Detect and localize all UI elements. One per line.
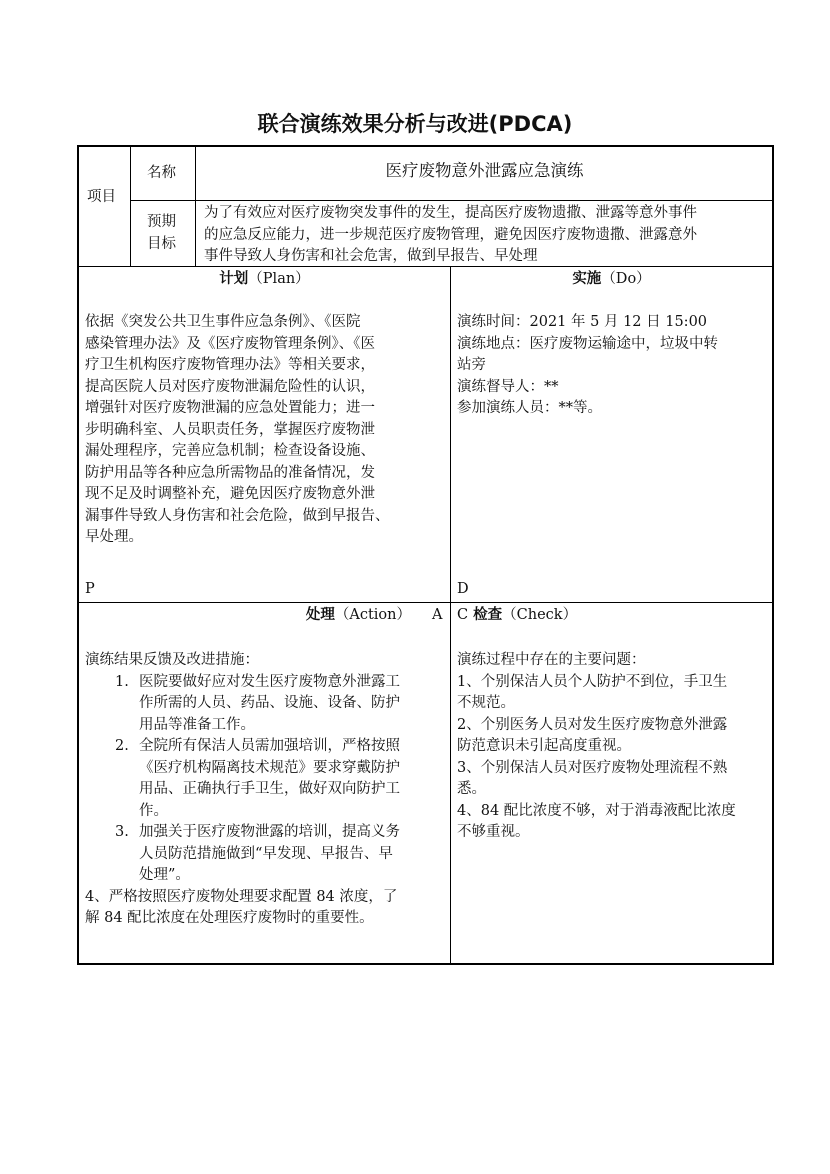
plan-marker: P [85, 581, 95, 597]
goal-label: 预期 目标 [147, 214, 176, 252]
action-intro: 演练结果反馈及改进措施： [85, 652, 259, 668]
check-body: 演练过程中存在的主要问题： 1、个别保洁人员个人防护不到位，手卫生 不规范。 2、个别医务人员对发生医疗废物意外泄露 防范意识未引起高度重视。 3、个别保洁人员对医疗废物处理流程不熟 悉。 4、84 配比浓度不够，对于消毒液配比浓度 不够重视。 [457, 650, 771, 844]
table-border [77, 145, 79, 965]
table-divider [450, 266, 451, 965]
goal-line: 的应急反应能力，进一步规范医疗废物管理，避免因医疗废物遗撒、泄露意外 [204, 226, 697, 243]
list-item: 2. 全院所有保洁人员需加强培训，严格按照 《医疗机构隔离技术规范》要求穿戴防护 用品、正确执行手卫生，做好双向防护工 作。 [115, 738, 400, 819]
plan-header: 计划（Plan） [219, 271, 310, 287]
do-header: 实施（Do） [572, 271, 651, 287]
action-header: 处理（Action） [305, 607, 411, 623]
do-marker: D [457, 581, 469, 597]
project-label: 项目 [87, 189, 116, 205]
pdca-table [77, 145, 774, 965]
drill-name: 医疗废物意外泄露应急演练 [385, 161, 584, 180]
goal-text [204, 203, 772, 268]
page-title: 联合演练效果分析与改进(PDCA) [257, 112, 573, 136]
action-marker: A [432, 607, 443, 623]
table-divider [77, 602, 774, 603]
do-body: 演练时间：2021 年 5 月 12 日 15:00 演练地点：医疗废物运输途中，垃圾中转 站旁 演练督导人：** 参加演练人员：**等。 [457, 314, 718, 416]
check-header: C 检查（Check） [457, 607, 578, 623]
goal-line: 事件导致人身伤害和社会危害，做到早报告、早处理 [204, 248, 538, 264]
table-divider [130, 200, 774, 201]
list-item: 3. 加强关于医疗废物泄露的培训，提高义务 人员防范措施做到“早发现、早报告、早 处理”。 [115, 824, 400, 883]
table-border [77, 963, 774, 965]
table-border [77, 145, 774, 147]
table-border [772, 145, 774, 965]
action-list [85, 672, 447, 887]
goal-line: 为了有效应对医疗废物突发事件的发生，提高医疗废物遗撒、泄露等意外事件 [204, 205, 697, 221]
action-body: 演练结果反馈及改进措施： 1. 医院要做好应对发生医疗废物意外泄露工 作所需的人员、药品、设施、设备、防护 用品等准备工作。 2. 全院所有保洁人员需加强培训，严格按照 《医疗机构隔离技术规范》要求穿戴防护 用品、正确执行手卫生，做好双向防护工 作。 3. 加强关于医疗废物泄露的培训，提高义务 人员防范措施做到“早发现、早报告、早 处理”。 4、严格按照医疗废物处理要求配置 84 浓度，了 解 84 配比浓度在处理医疗废物时的重要性。 [85, 650, 447, 930]
table-divider [130, 145, 131, 267]
plan-body: 依据《突发公共卫生事件应急条例》、《医院 感染管理办法》及《医疗废物管理条例》、《医 疗卫生机构医疗废物管理办法》等相关要求， 提高医院人员对医疗废物泄漏危险性的认识， 增强针对医疗废物泄漏的应急处置能力；进一 步明确科室、人员职责任务，掌握医疗废物泄 漏处理程序，完善应急机制；检查设备设施、 防护用品等各种应急所需物品的准备情况，发 现不足及时调整补充，避免因医疗废物意外泄 漏事件导致人身伤害和社会危险，做到早报告、 早处理。 [85, 314, 390, 545]
name-label: 名称 [147, 165, 176, 181]
list-item: 1. 医院要做好应对发生医疗废物意外泄露工 作所需的人员、药品、设施、设备、防护 用品等准备工作。 [115, 673, 400, 733]
check-intro: 演练过程中存在的主要问题： [457, 652, 646, 668]
